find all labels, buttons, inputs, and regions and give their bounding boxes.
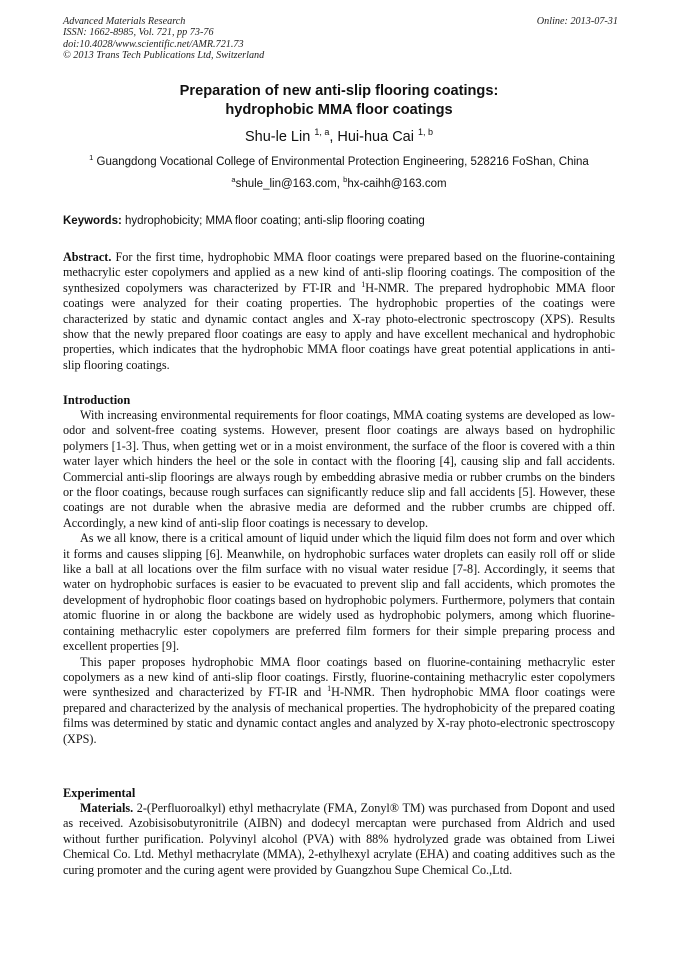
issn-line: ISSN: 1662-8985, Vol. 721, pp 73-76 bbox=[63, 27, 214, 39]
email-line bbox=[40, 175, 638, 190]
email-a: shule_lin@163.com bbox=[235, 178, 337, 190]
abstract-label: Abstract. bbox=[63, 250, 112, 264]
intro-p3-text-1: This paper proposes hydrophobic MMA floor coatings based on fluorine-containing methacrylic ester copolymers as a new kind of anti-slip floor coatings. Firstly, fluorine-containing methacrylic ester copolymers were synthesized and characterized by FT-IR and bbox=[63, 654, 615, 700]
author-1-name: Shu-le Lin bbox=[244, 129, 311, 145]
experimental-body bbox=[63, 801, 615, 878]
keywords-text: hydrophobicity; MMA floor coating; anti-slip flooring coating bbox=[121, 215, 425, 227]
intro-paragraph-2: As we all know, there is a critical amount of liquid under which the liquid film does not form and over which it forms and causes slipping [6]. Meanwhile, on hydrophobic surfaces water droplets can easily roll off or slide like a ball at all locations over the film surface with no visual water residue [7-8]. Accordingly, it seems that water on hydrophobic surfaces is easier to be evacuated to prevent slip and fall accidents, which promotes the development of hydrophobic floor coatings based on hydrophobic polymers. Furthermore, polymers that contain atomic fluorine in or along the backbone are widely used as hydrophobic polymers, among which fluorine-containing methacrylic ester copolymers are preferred film formers for their simple preparing process and excellent properties [9]. bbox=[63, 531, 615, 654]
affiliation-number: 1 bbox=[89, 153, 94, 163]
experimental-heading: Experimental bbox=[63, 786, 136, 800]
email-a-marker: a bbox=[231, 175, 236, 185]
author-1-affil: 1, a bbox=[314, 127, 330, 138]
online-date: Online: 2013-07-31 bbox=[536, 16, 618, 27]
intro-p3-sup: 1 bbox=[327, 684, 332, 694]
intro-paragraph-1: With increasing environmental requirements for floor coatings, MMA coating systems are developed as low-odor and solvent-free coating systems. However, present floor coatings are always based on hydrophilic polymers [1-3]. Thus, when getting wet or in a moist environment, the surface of the floor is covered with a thin water layer which hinders the heel or the sole in contact with the flooring [4], causing slip and fall accidents. Commercial anti-slip floorings are always rough by embedding abrasive media or rubber crumbs on the binders or the floor coatings, because rough surfaces can significantly reduce slip and fall accidents [5]. However, these coatings are not durable when the abrasive media are deformed and the rubber crumbs are chipped off. Accordingly, a new kind of anti-slip floor coatings is necessary to develop. bbox=[63, 408, 615, 530]
materials-paragraph bbox=[63, 801, 615, 878]
email-separator: , bbox=[336, 178, 344, 190]
email-b: hx-caihh@163.com bbox=[347, 178, 447, 190]
author-separator: , bbox=[329, 129, 338, 145]
keywords bbox=[63, 215, 618, 227]
keywords-label: Keywords: bbox=[63, 215, 122, 227]
copyright-line: © 2013 Trans Tech Publications Ltd, Switzerland bbox=[63, 49, 265, 61]
abstract-text-2: H-NMR. The prepared hydrophobic MMA floor coatings were analyzed for their coating properties. The hydrophobic properties of the coatings were characterized by static and dynamic contact angles and X-ray photo-electronic spectroscopy (XPS). Results show that the newly prepared floor coatings are easy to apply and have excellent mechanical and hydrophobic properties, which indicates that the hydrophobic MMA floor coatings have great potential applications in anti-slip flooring coatings. bbox=[63, 280, 615, 372]
introduction-heading: Introduction bbox=[63, 393, 131, 407]
materials-text: 2-(Perfluoroalkyl) ethyl methacrylate (FMA, Zonyl® TM) was purchased from Dopont and used as received. Azobisisobutyronitrile (AIBN) and dodecyl mercaptan were purchased from Aldrich and used without further purification. Polyvinyl alcohol (PVA) with 88% hydrolyzed grade was obtained from Liwei Chemical Co. Ltd. Methyl methacrylate (MMA), 2-ethylhexyl acrylate (EHA) and coating additives such as the curing promoter and the curing agent were provided by Guangzhou Supe Chemical Co.,Ltd. bbox=[63, 801, 615, 877]
author-list bbox=[40, 129, 638, 145]
author-2-affil: 1, b bbox=[418, 127, 434, 138]
doi-line: doi:10.4028/www.scientific.net/AMR.721.73 bbox=[63, 38, 244, 50]
intro-p3-text-2: H-NMR. Then hydrophobic MMA floor coatings were prepared and characterized by the analysis of mechanical properties. The hydrophobicity of the prepared coating films was determined by static and dynamic contact angles and analyzed by X-ray photo-electronic spectroscopy (XPS). bbox=[63, 685, 615, 746]
affiliation bbox=[40, 153, 638, 168]
author-2-name: Hui-hua Cai bbox=[337, 129, 414, 145]
introduction-body bbox=[63, 408, 615, 747]
paper-title bbox=[40, 82, 638, 119]
affiliation-text: Guangdong Vocational College of Environmental Protection Engineering, 528216 FoShan, China bbox=[96, 156, 589, 168]
intro-paragraph-3 bbox=[63, 655, 615, 747]
email-b-marker: b bbox=[343, 175, 348, 185]
abstract bbox=[63, 250, 615, 373]
journal-name: Advanced Materials Research bbox=[63, 16, 186, 27]
title-line-2: hydrophobic MMA floor coatings bbox=[225, 101, 453, 118]
title-line-1: Preparation of new anti-slip flooring coatings: bbox=[179, 83, 499, 99]
running-header bbox=[63, 16, 618, 61]
materials-label: Materials. bbox=[80, 801, 134, 815]
abstract-text-1: For the first time, hydrophobic MMA floor coatings were prepared based on the fluorine-containing methacrylic ester copolymers and applied as a new kind of anti-slip flooring coatings. The composition of the synthesized copolymers was characterized by FT-IR and bbox=[63, 250, 615, 295]
abstract-nmr-sup: 1 bbox=[361, 279, 366, 289]
